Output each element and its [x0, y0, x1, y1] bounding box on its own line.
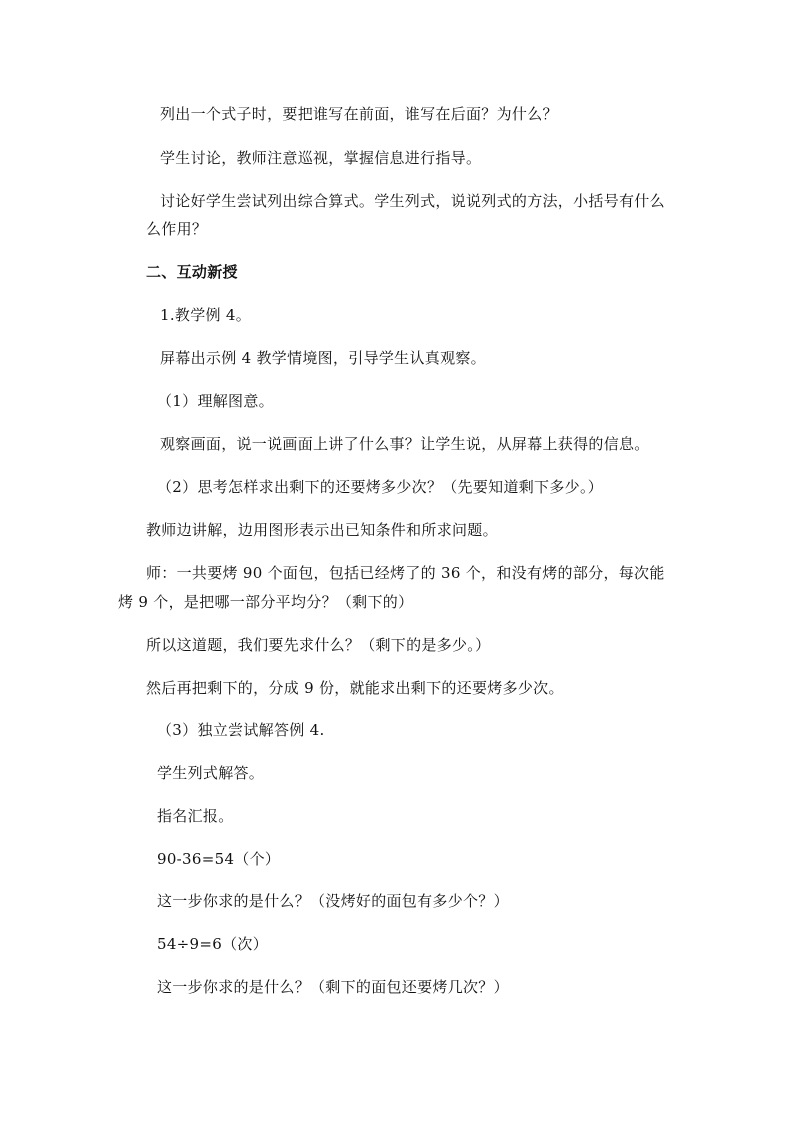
paragraph-question-order: 列出一个式子时，要把谁写在前面，谁写在后面？为什么？ — [160, 105, 558, 123]
paragraph-what-step-1: 这一步你求的是什么？（没烤好的面包有多少个？） — [157, 892, 509, 910]
paragraph-what-step-2: 这一步你求的是什么？（剩下的面包还要烤几次？） — [157, 978, 509, 996]
paragraph-step-3-solve: （3）独立尝试解答例 4. — [157, 721, 325, 739]
paragraph-combined-formula-cont: 么作用？ — [146, 220, 208, 238]
paragraph-students-solve: 学生列式解答。 — [157, 764, 265, 782]
paragraph-teacher-bread-cont: 烤 9 个，是把哪一部分平均分？（剩下的） — [118, 593, 414, 611]
paragraph-step-1-understand: （1）理解图意。 — [157, 392, 274, 410]
paragraph-teacher-explains: 教师边讲解，边用图形表示出已知条件和所求问题。 — [146, 521, 498, 539]
paragraph-teacher-bread: 师：一共要烤 90 个面包，包括已经烤了的 36 个，和没有烤的部分，每次能 — [146, 564, 665, 582]
paragraph-combined-formula: 讨论好学生尝试列出综合算式。学生列式，说说列式的方法，小括号有什么 — [160, 192, 665, 210]
equation-subtraction: 90-36=54（个） — [157, 850, 281, 868]
paragraph-screen-shows-example: 屏幕出示例 4 教学情境图，引导学生认真观察。 — [160, 349, 486, 367]
paragraph-report: 指名汇报。 — [157, 807, 234, 825]
paragraph-teach-example-4: 1.教学例 4。 — [160, 306, 252, 324]
paragraph-student-discussion: 学生讨论，教师注意巡视，掌握信息进行指导。 — [160, 149, 482, 167]
paragraph-then-divide: 然后再把剩下的，分成 9 份，就能求出剩下的还要烤多少次。 — [146, 679, 564, 697]
paragraph-step-2-think: （2）思考怎样求出剩下的还要烤多少次？（先要知道剩下多少。） — [157, 478, 604, 496]
paragraph-first-find: 所以这道题，我们要先求什么？（剩下的是多少。） — [146, 636, 491, 654]
equation-division: 54÷9=6（次） — [157, 935, 269, 953]
section-heading-interactive-new-lesson: 二、互动新授 — [146, 263, 238, 281]
paragraph-observe-picture: 观察画面，说一说画面上讲了什么事？让学生说，从屏幕上获得的信息。 — [160, 435, 650, 453]
